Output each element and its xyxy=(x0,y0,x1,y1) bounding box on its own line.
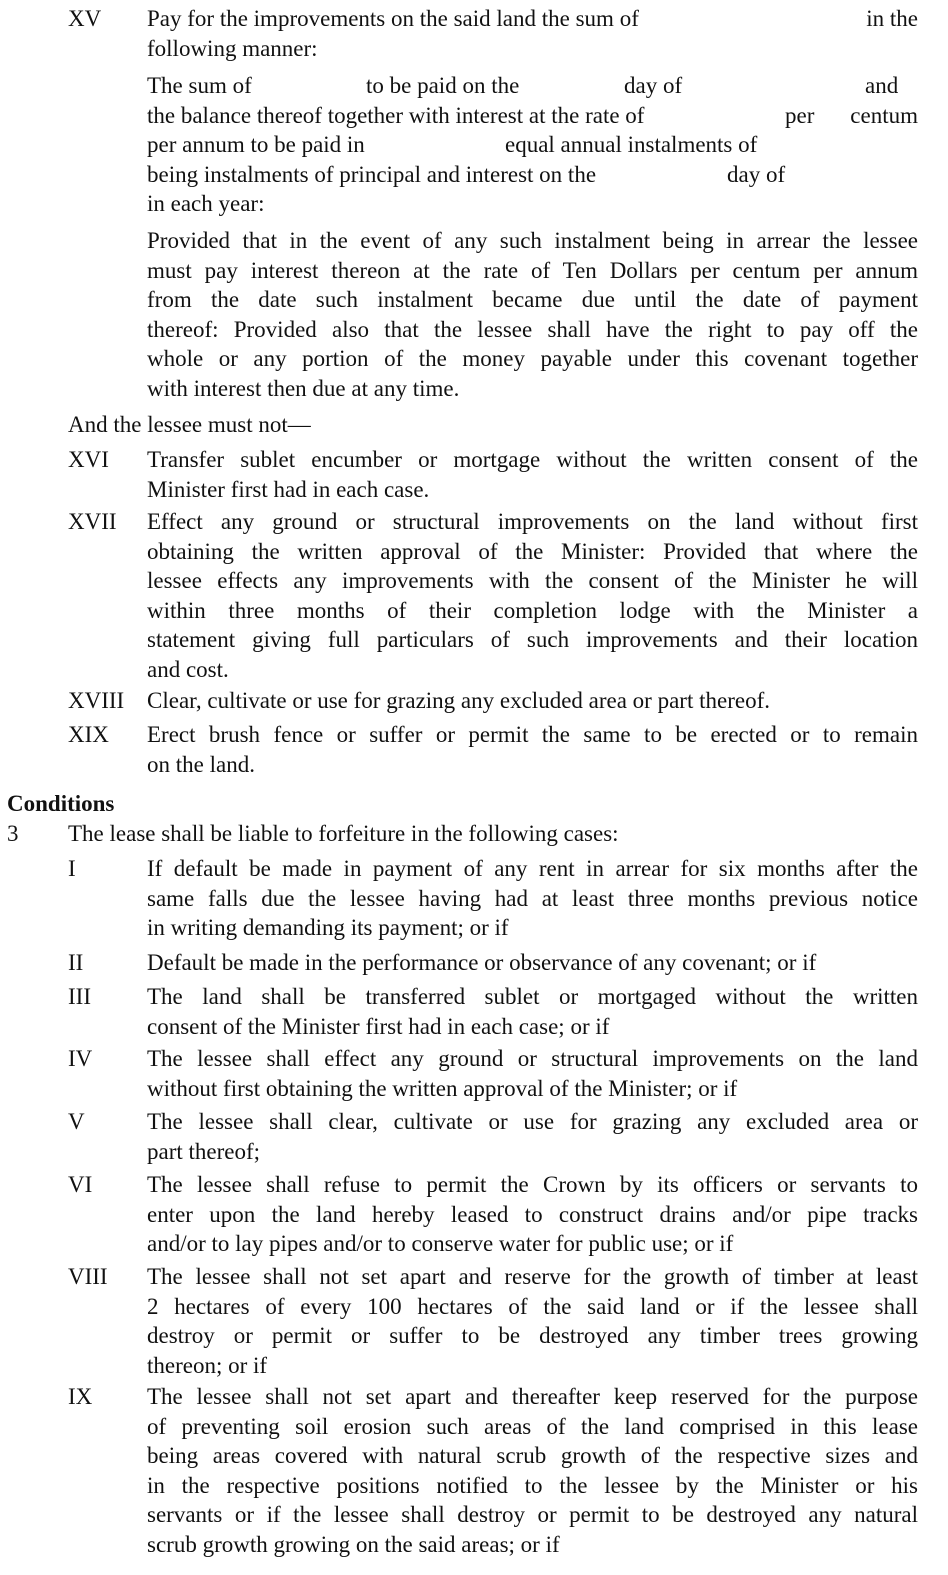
text-line: The lessee shall effect any ground or structural improvements on the land xyxy=(147,1046,918,1071)
covenant-text xyxy=(147,507,918,684)
condition-number: VIII xyxy=(68,1264,108,1289)
text-line: The lessee shall not set apart and reserve for the growth of timber at least xyxy=(147,1264,918,1289)
xv-terms-line xyxy=(147,160,918,190)
covenant-number: XV xyxy=(68,6,102,31)
covenant-text xyxy=(147,686,918,716)
text-line: Erect brush fence or suffer or permit the same to be erected or to remain xyxy=(147,722,918,747)
xv-line-2: following manner: xyxy=(147,35,318,61)
text-line: and cost. xyxy=(147,656,229,682)
proviso-line: with interest then due at any time. xyxy=(147,375,460,401)
text-fragment: Pay for the improvements on the said land the sum of xyxy=(147,6,639,31)
text-line: in the respective positions notified to the lessee by the Minister or his xyxy=(147,1472,918,1498)
condition-number: IV xyxy=(68,1046,93,1071)
text-fragment: and xyxy=(865,73,899,98)
text-line: Effect any ground or structural improvements on the land without first xyxy=(147,509,918,534)
text-fragment: per annum to be paid in xyxy=(147,132,365,157)
text-line: without first obtaining the written approval of the Minister; or if xyxy=(147,1075,738,1101)
text-fragment: day of xyxy=(727,161,786,187)
text-line: scrub growth growing on the said areas; or if xyxy=(147,1531,560,1557)
xv-terms-line xyxy=(147,101,918,131)
proviso-line: thereof: Provided also that the lessee shall have the right to pay off the xyxy=(147,316,918,342)
text-line: 2 hectares of every 100 hectares of the said land or if the lessee shall xyxy=(147,1293,918,1319)
text-line: consent of the Minister first had in each case; or if xyxy=(147,1013,610,1039)
text-line: in writing demanding its payment; or if xyxy=(147,915,509,940)
text-line: Minister first had in each case. xyxy=(147,476,430,502)
text-line: same falls due the lessee having had at least three months previous notice xyxy=(147,885,918,911)
text-line: statement giving full particulars of such improvements and their location xyxy=(147,627,918,652)
proviso-line: whole or any portion of the money payable under this covenant together xyxy=(147,346,918,371)
xv-terms-line xyxy=(147,130,918,160)
text-fragment: equal annual instalments of xyxy=(505,132,758,157)
text-fragment: centum xyxy=(850,102,918,128)
text-line: If default be made in payment of any rent in arrear for six months after the xyxy=(147,856,918,881)
covenant-text xyxy=(147,445,918,504)
condition-text xyxy=(147,1170,918,1259)
condition-text xyxy=(147,1107,918,1166)
condition-text xyxy=(147,982,918,1041)
text-line: obtaining the written approval of the Minister: Provided that where the xyxy=(147,538,918,564)
xv-terms-line xyxy=(147,71,918,101)
text-line: destroy or permit or suffer to be destroyed any timber trees growing xyxy=(147,1323,918,1348)
covenant-number: XIX xyxy=(68,722,109,747)
text-fragment: day of xyxy=(624,73,683,98)
text-line: thereon; or if xyxy=(147,1352,268,1378)
text-fragment: being instalments of principal and interest on the xyxy=(147,161,597,187)
proviso-line: from the date such instalment became due until the date of payment xyxy=(147,287,918,312)
text-line: enter upon the land hereby leased to construct drains and/or pipe tracks xyxy=(147,1201,918,1227)
xv-payment-terms xyxy=(147,71,918,219)
xv-proviso xyxy=(147,226,918,403)
text-line: and/or to lay pipes and/or to conserve water for public use; or if xyxy=(147,1231,734,1256)
text-fragment: The sum of xyxy=(147,73,252,98)
covenant-number: XVI xyxy=(68,447,109,472)
text-fragment: the balance thereof together with interest at the rate of xyxy=(147,102,645,128)
proviso-line: Provided that in the event of any such instalment being in arrear the lessee xyxy=(147,228,918,253)
text-line: part thereof; xyxy=(147,1138,261,1164)
condition-text xyxy=(147,1262,918,1380)
condition-text xyxy=(147,854,918,943)
covenant-number: XVII xyxy=(68,509,117,534)
condition-text xyxy=(147,948,918,978)
condition-number: V xyxy=(68,1109,85,1134)
must-not-intro: And the lessee must not— xyxy=(68,412,311,437)
text-fragment: per xyxy=(785,102,815,128)
condition-text xyxy=(147,1044,918,1103)
text-line: servants or if the lessee shall destroy or permit to be destroyed any natural xyxy=(147,1502,918,1527)
condition-text xyxy=(147,1382,918,1559)
condition-number: II xyxy=(68,950,84,975)
text-line: being areas covered with natural scrub growth of the respective sizes and xyxy=(147,1443,918,1468)
text-line: lessee effects any improvements with the consent of the Minister he will xyxy=(147,568,918,593)
covenant-text xyxy=(147,4,918,63)
text-line: The lessee shall clear, cultivate or use for grazing any excluded area or xyxy=(147,1109,918,1134)
covenant-number: XVIII xyxy=(68,688,125,713)
text-line: The lessee shall refuse to permit the Crown by its officers or servants to xyxy=(147,1172,918,1197)
proviso-line: must pay interest thereon at the rate of Ten Dollars per centum per annum xyxy=(147,257,918,283)
condition-number: III xyxy=(68,984,91,1009)
condition-number: VI xyxy=(68,1172,93,1197)
section-number: 3 xyxy=(7,821,19,846)
text-fragment: in the xyxy=(866,6,918,31)
text-line: Transfer sublet encumber or mortgage without the written consent of the xyxy=(147,447,918,472)
covenant-text xyxy=(147,720,918,779)
text-line: Clear, cultivate or use for grazing any excluded area or part thereof. xyxy=(147,688,770,713)
text-line: of preventing soil erosion such areas of the land comprised in this lease xyxy=(147,1413,918,1439)
condition-number: IX xyxy=(68,1384,93,1409)
text-line: The lessee shall not set apart and thereafter keep reserved for the purpose xyxy=(147,1384,918,1409)
condition-number: I xyxy=(68,856,76,881)
text-fragment: to be paid on the xyxy=(366,73,520,98)
text-line: on the land. xyxy=(147,751,255,777)
xv-line-1 xyxy=(147,4,918,34)
conditions-intro: The lease shall be liable to forfeiture in the following cases: xyxy=(68,821,619,846)
text-line: Default be made in the performance or observance of any covenant; or if xyxy=(147,950,817,975)
section-heading: Conditions xyxy=(7,791,115,816)
text-line: within three months of their completion lodge with the Minister a xyxy=(147,597,918,623)
text-line: The land shall be transferred sublet or mortgaged without the written xyxy=(147,984,918,1009)
xv-terms-line: in each year: xyxy=(147,191,265,216)
